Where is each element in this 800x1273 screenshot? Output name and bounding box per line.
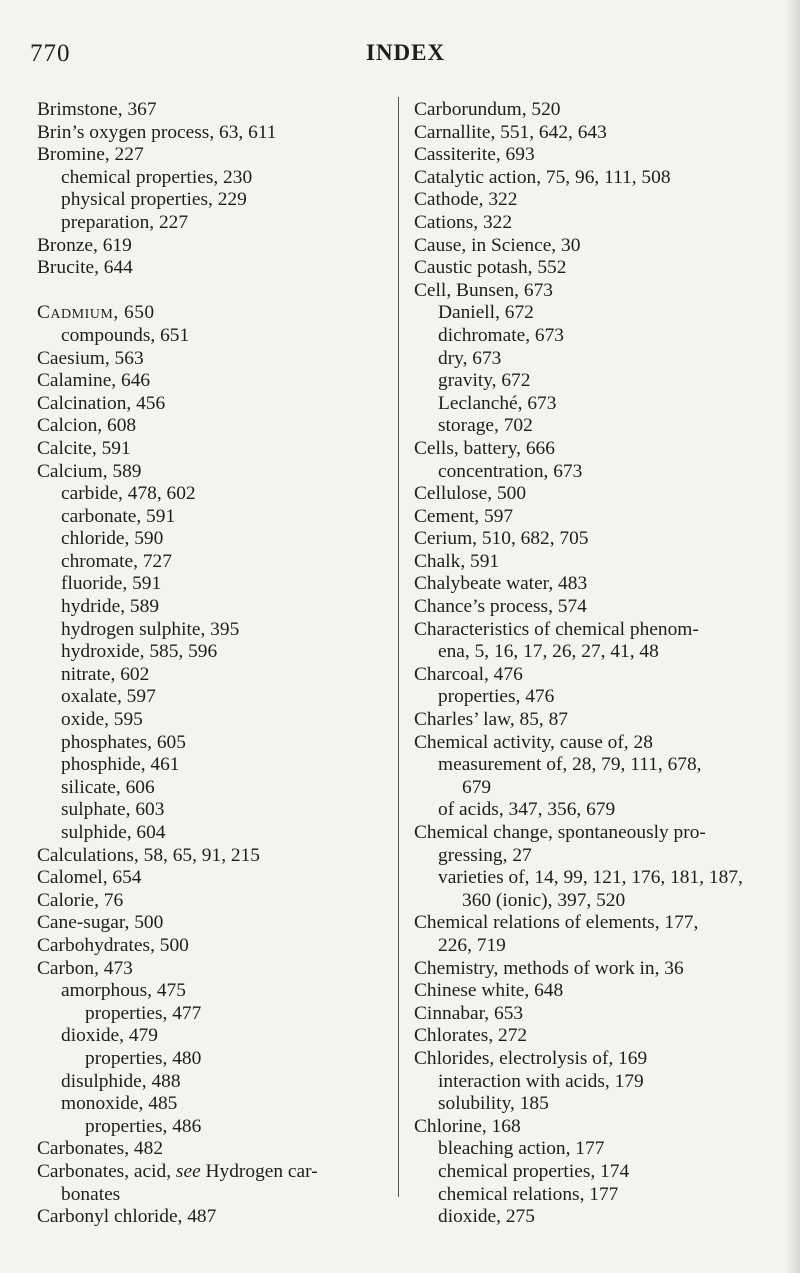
index-subentry: properties, 476 (438, 686, 555, 708)
index-entry: Cadmium, 650 (37, 302, 155, 324)
index-subentry: compounds, 651 (61, 324, 190, 346)
index-subentry: dioxide, 275 (438, 1206, 535, 1228)
index-entry: Cell, Bunsen, 673 (414, 279, 553, 301)
index-entry: Calcium, 589 (37, 460, 142, 482)
index-subentry: disulphide, 488 (61, 1070, 181, 1092)
index-entry: Carbonyl chloride, 487 (37, 1206, 217, 1228)
column-divider (398, 97, 399, 1197)
index-entry: Carbonates, acid, see Hydrogen car- (37, 1160, 318, 1182)
index-entry: Catalytic action, 75, 96, 111, 508 (414, 166, 671, 188)
index-entry: Calamine, 646 (37, 370, 151, 392)
index-subentry: dichromate, 673 (438, 324, 565, 346)
index-entry: Calcite, 591 (37, 437, 131, 459)
running-head: INDEX (366, 40, 446, 65)
index-continuation: 226, 719 (438, 934, 506, 956)
index-entry: Chalybeate water, 483 (414, 573, 588, 595)
index-subsubentry: properties, 486 (85, 1115, 202, 1137)
index-entry: Cassiterite, 693 (414, 144, 535, 166)
index-entry: Cinnabar, 653 (414, 1002, 524, 1024)
index-entry: Brimstone, 367 (37, 99, 157, 120)
index-entry: Cause, in Science, 30 (414, 234, 581, 256)
index-subentry: solubility, 185 (438, 1093, 549, 1115)
index-subentry: phosphates, 605 (61, 731, 186, 753)
index-entry: Carbonates, 482 (37, 1138, 164, 1160)
index-entry: Bromine, 227 (37, 144, 144, 166)
index-entry: Chlorides, electrolysis of, 169 (414, 1047, 648, 1069)
index-subentry: nitrate, 602 (61, 663, 150, 685)
index-entry: Chance’s process, 574 (414, 596, 587, 618)
index-subsubentry: properties, 477 (85, 1002, 202, 1024)
index-subentry: dioxide, 479 (61, 1025, 158, 1047)
index-subentry: dry, 673 (438, 347, 502, 369)
index-entry: Cations, 322 (414, 211, 513, 233)
index-subentry: monoxide, 485 (61, 1093, 178, 1115)
index-entry: Brin’s oxygen process, 63, 611 (37, 121, 277, 143)
index-entry: Cellulose, 500 (414, 483, 527, 505)
index-subentry: measurement of, 28, 79, 111, 678, (438, 754, 702, 776)
index-entry: Charles’ law, 85, 87 (414, 709, 569, 731)
index-entry: Charcoal, 476 (414, 663, 523, 685)
index-entry: Chemical change, spontaneously pro- (414, 822, 706, 843)
index-subentry: bleaching action, 177 (438, 1138, 605, 1160)
index-subentry: chromate, 727 (61, 550, 172, 572)
index-continuation: ena, 5, 16, 17, 26, 27, 41, 48 (438, 641, 659, 663)
index-entry: Cells, battery, 666 (414, 437, 555, 459)
index-subentry: sulphate, 603 (61, 799, 165, 821)
index-subentry: carbide, 478, 602 (61, 483, 196, 505)
page-edge-shadow (786, 0, 800, 1273)
index-entry: Carnallite, 551, 642, 643 (414, 121, 607, 143)
index-entry: Calcion, 608 (37, 415, 137, 437)
index-subentry: sulphide, 604 (61, 822, 166, 843)
index-entry: Chalk, 591 (414, 550, 500, 572)
index-continuation: 360 (ionic), 397, 520 (462, 889, 626, 911)
index-subentry: gravity, 672 (438, 370, 531, 392)
index-entry: Carbohydrates, 500 (37, 934, 189, 956)
index-continuation: gressing, 27 (438, 844, 532, 866)
index-subsubentry: properties, 480 (85, 1047, 202, 1069)
index-subentry: amorphous, 475 (61, 980, 186, 1002)
index-subentry: chemical properties, 174 (438, 1160, 630, 1182)
index-subentry: fluoride, 591 (61, 573, 162, 595)
index-subentry: preparation, 227 (61, 211, 189, 233)
index-continuation: 679 (462, 776, 492, 798)
index-entry: Characteristics of chemical phenom- (414, 618, 699, 640)
index-subentry: hydrogen sulphite, 395 (61, 618, 240, 640)
index-entry: Carbon, 473 (37, 957, 133, 979)
index-subentry: concentration, 673 (438, 460, 583, 482)
index-entry: Calcination, 456 (37, 392, 166, 414)
index-subentry: phosphide, 461 (61, 754, 180, 776)
index-subentry: carbonate, 591 (61, 505, 176, 527)
index-entry: Cement, 597 (414, 505, 514, 527)
index-entry: Chlorine, 168 (414, 1115, 521, 1137)
index-subentry: of acids, 347, 356, 679 (438, 799, 616, 821)
index-entry: Cerium, 510, 682, 705 (414, 528, 589, 550)
index-subentry: chemical properties, 230 (61, 166, 253, 188)
index-entry: Brucite, 644 (37, 257, 133, 279)
index-subentry: chloride, 590 (61, 528, 164, 550)
index-entry: Chinese white, 648 (414, 980, 564, 1002)
index-subentry: varieties of, 14, 99, 121, 176, 181, 187, (438, 867, 743, 889)
index-column-right (414, 99, 794, 1229)
index-entry: Cane-sugar, 500 (37, 912, 164, 934)
index-entry: Cathode, 322 (414, 189, 518, 211)
index-entry: Bronze, 619 (37, 234, 132, 256)
index-entry: Caustic potash, 552 (414, 257, 567, 279)
index-entry: Caesium, 563 (37, 347, 144, 369)
index-entry: Calorie, 76 (37, 889, 124, 911)
index-entry: Calculations, 58, 65, 91, 215 (37, 844, 260, 866)
see-reference: see (175, 1160, 201, 1182)
index-subentry: chemical relations, 177 (438, 1183, 619, 1205)
index-column-left (37, 99, 397, 1229)
index-entry: Chemical activity, cause of, 28 (414, 731, 653, 753)
index-subentry: physical properties, 229 (61, 189, 247, 211)
index-subentry: storage, 702 (438, 415, 533, 437)
index-subentry: oxalate, 597 (61, 686, 156, 708)
index-entry: Chemistry, methods of work in, 36 (414, 957, 684, 979)
index-continuation: bonates (61, 1183, 121, 1205)
index-entry: Carborundum, 520 (414, 99, 561, 120)
page-number: 770 (30, 40, 71, 67)
index-subentry: Daniell, 672 (438, 302, 534, 324)
index-subentry: Leclanché, 673 (438, 392, 557, 414)
index-subentry: hydroxide, 585, 596 (61, 641, 218, 663)
index-entry: Calomel, 654 (37, 867, 142, 889)
index-subentry: oxide, 595 (61, 709, 143, 731)
index-entry: Chemical relations of elements, 177, (414, 912, 699, 934)
index-subentry: silicate, 606 (61, 776, 155, 798)
index-entry: Chlorates, 272 (414, 1025, 528, 1047)
index-subentry: hydride, 589 (61, 596, 160, 618)
index-subentry: interaction with acids, 179 (438, 1070, 644, 1092)
